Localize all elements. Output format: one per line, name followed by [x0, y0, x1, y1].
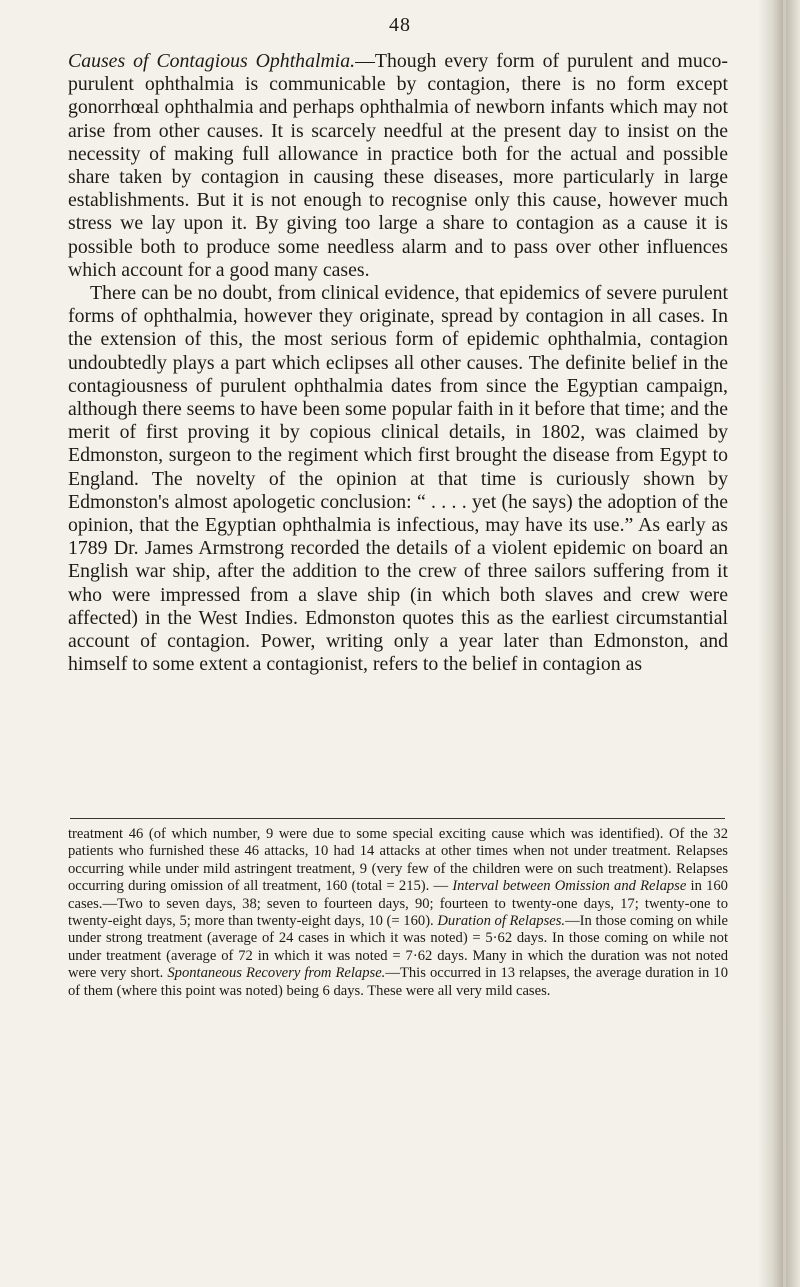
page-number: 48 — [389, 14, 411, 36]
footnote-subhead: Duration of Relapses. — [437, 913, 566, 930]
footnote-rule — [70, 818, 725, 819]
page-edge-line — [783, 0, 786, 1287]
footnote-segment: in 160 cases.—Two to seven days, 38; seven to fourteen days, 90; fourteen to twenty-one days, 17; twenty-one to twenty-eight days, 5; more than twenty-eight days, 10 (= 160). — [68, 878, 728, 930]
footnote-segment: treatment 46 (of which number, 9 were due to some special exciting cause which was identified). Of the 32 patients who furnished these 46 attacks, 10 had 14 attacks at other times when not under treatment. Relapses occurring while under mild astringent treatment, 9 (very few of the children were on such treatment). Relapses occurring during omission of all treatment, 160 (total = 215). — — [68, 826, 728, 895]
footnote-segment: —This occurred in 13 relapses, the average duration in 10 of them (where this point was noted) being 6 days. These were all very mild cases. — [68, 965, 728, 999]
paragraph-text: —Though every form of purulent and muco-purulent ophthalmia is communicable by contagion, there is no form except gonorrhœal ophthalmia and perhaps ophthalmia of newborn infants which may not arise from other causes. It is scarcely needful at the present day to insist on the necessity of making full allowance in practice both for the actual and possible share taken by contagion in causing these diseases, more particularly in large establishments. But it is not enough to recognise only this cause, however much stress we lay upon it. By giving too large a share to contagion as a cause it is possible both to produce some needless alarm and to pass over other influences which account for a good many cases. — [68, 50, 729, 281]
footnote-text — [68, 826, 728, 1000]
paragraph-text: There can be no doubt, from clinical evidence, that epidemics of severe purulent forms of ophthalmia, however they originate, spread by contagion in all cases. In the extension of this, the most serious form of epidemic ophthalmia, contagion undoubtedly plays a part which eclipses all other causes. The definite belief in the contagiousness of purulent ophthalmia dates from since the Egyptian campaign, although there seems to have been some popular faith in it before that time; and the merit of first proving it by copious clinical details, in 1802, was claimed by Edmonston, surgeon to the regiment which first brought the disease from Egypt to England. The novelty of the opinion at that time is curiously shown by Edmonston's almost apologetic conclusion: “ . . . . yet (he says) the adoption of the opinion, that the Egyptian ophthalmia is infectious, may have its use.” As early as 1789 Dr. James Armstrong recorded the details of a violent epidemic on board an English war ship, after the addition to the crew of three sailors suffering from it who were impressed from a slave ship (in which both slaves and crew were affected) in the West Indies. Edmonston quotes this as the earliest circumstantial account of contagion. Power, writing only a year later than Edmonston, and himself to some extent a contagionist, refers to the belief in contagion as — [68, 282, 728, 676]
page-edge-shadow — [758, 0, 800, 1287]
footnote-subhead: Interval between Omission and Relapse — [452, 878, 687, 895]
footnote-subhead: Spontaneous Recovery from Relapse. — [167, 965, 386, 982]
paragraph-contagion — [68, 282, 728, 676]
footnote-segment: —In those coming on while under strong treatment (average of 24 cases in which it was noted) = 5·62 days. In those coming on while not under treatment (average of 72 in which it was noted = 7·62 days. Many in which the duration was not noted were very short. — [68, 913, 729, 982]
paragraph-sidehead: Causes of Contagious Ophthalmia. — [68, 50, 356, 72]
paragraph-causes — [68, 50, 728, 282]
footnote — [68, 826, 728, 1000]
main-text — [68, 50, 728, 676]
